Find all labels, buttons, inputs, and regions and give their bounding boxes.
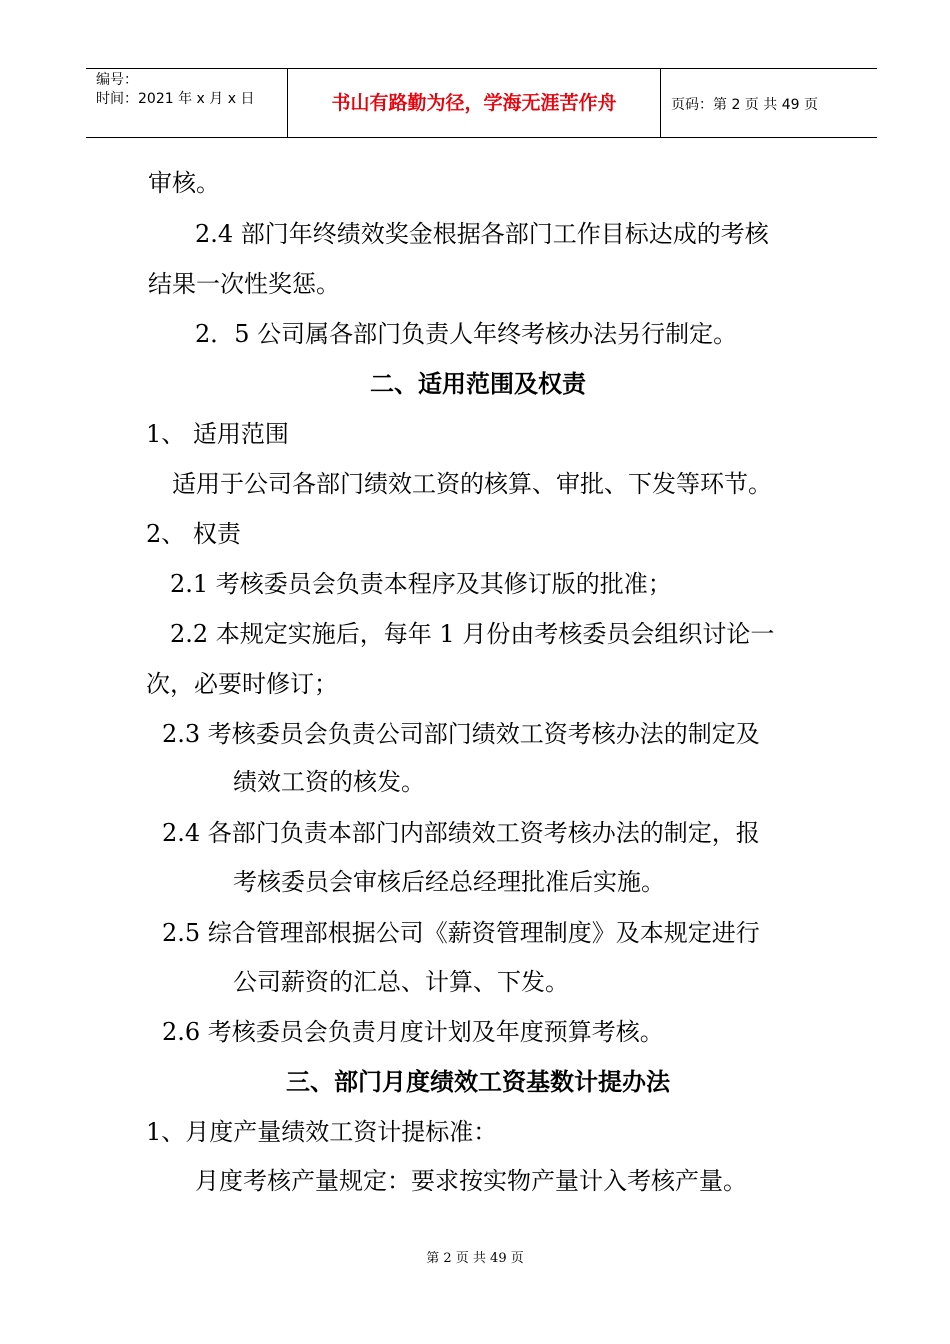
paragraph-line: 审核。 (148, 169, 220, 197)
paragraph-line: 2.4 部门年终绩效奖金根据各部门工作目标达成的考核 (195, 220, 769, 248)
header-page-cell (661, 69, 877, 137)
subsection-heading: 2、 权责 (146, 520, 241, 548)
list-item: 2.2 本规定实施后，每年 1 月份由考核委员会组织讨论一 (170, 620, 775, 648)
list-item: 2.5 综合管理部根据公司《薪资管理制度》及本规定进行 (162, 919, 760, 947)
list-item: 2.1 考核委员会负责本程序及其修订版的批准； (170, 570, 672, 598)
list-item-continuation: 公司薪资的汇总、计算、下发。 (233, 968, 569, 996)
document-number: 编号： (96, 72, 138, 88)
page-header (86, 68, 877, 138)
section-heading: 二、适用范围及权责 (370, 370, 586, 398)
subsection-heading: 1、 适用范围 (146, 420, 289, 448)
paragraph-line: 结果一次性奖惩。 (148, 270, 340, 298)
header-meta-cell (86, 69, 288, 137)
list-item-continuation: 绩效工资的核发。 (233, 768, 425, 796)
subsection-heading: 1、月度产量绩效工资计提标准： (146, 1118, 498, 1146)
paragraph-line: 次，必要时修订； (146, 670, 338, 698)
paragraph-line: 适用于公司各部门绩效工资的核算、审批、下发等环节。 (172, 470, 772, 498)
list-item: 2.6 考核委员会负责月度计划及年度预算考核。 (162, 1018, 664, 1046)
section-heading: 三、部门月度绩效工资基数计提办法 (286, 1068, 670, 1096)
page-footer: 第 2 页 共 49 页 (426, 1251, 524, 1266)
header-motto-cell (288, 69, 661, 137)
paragraph-line: 月度考核产量规定：要求按实物产量计入考核产量。 (195, 1167, 747, 1195)
header-motto: 书山有路勤为径，学海无涯苦作舟 (331, 92, 617, 114)
paragraph-line: 2．5 公司属各部门负责人年终考核办法另行制定。 (195, 320, 738, 348)
list-item-continuation: 考核委员会审核后经总经理批准后实施。 (233, 868, 665, 896)
list-item: 2.4 各部门负责本部门内部绩效工资考核办法的制定，报 (162, 819, 760, 847)
list-item: 2.3 考核委员会负责公司部门绩效工资考核办法的制定及 (162, 720, 760, 748)
header-page-number: 页码：第 2 页 共 49 页 (671, 97, 818, 113)
document-date: 时间：2021 年 x 月 x 日 (96, 91, 255, 107)
